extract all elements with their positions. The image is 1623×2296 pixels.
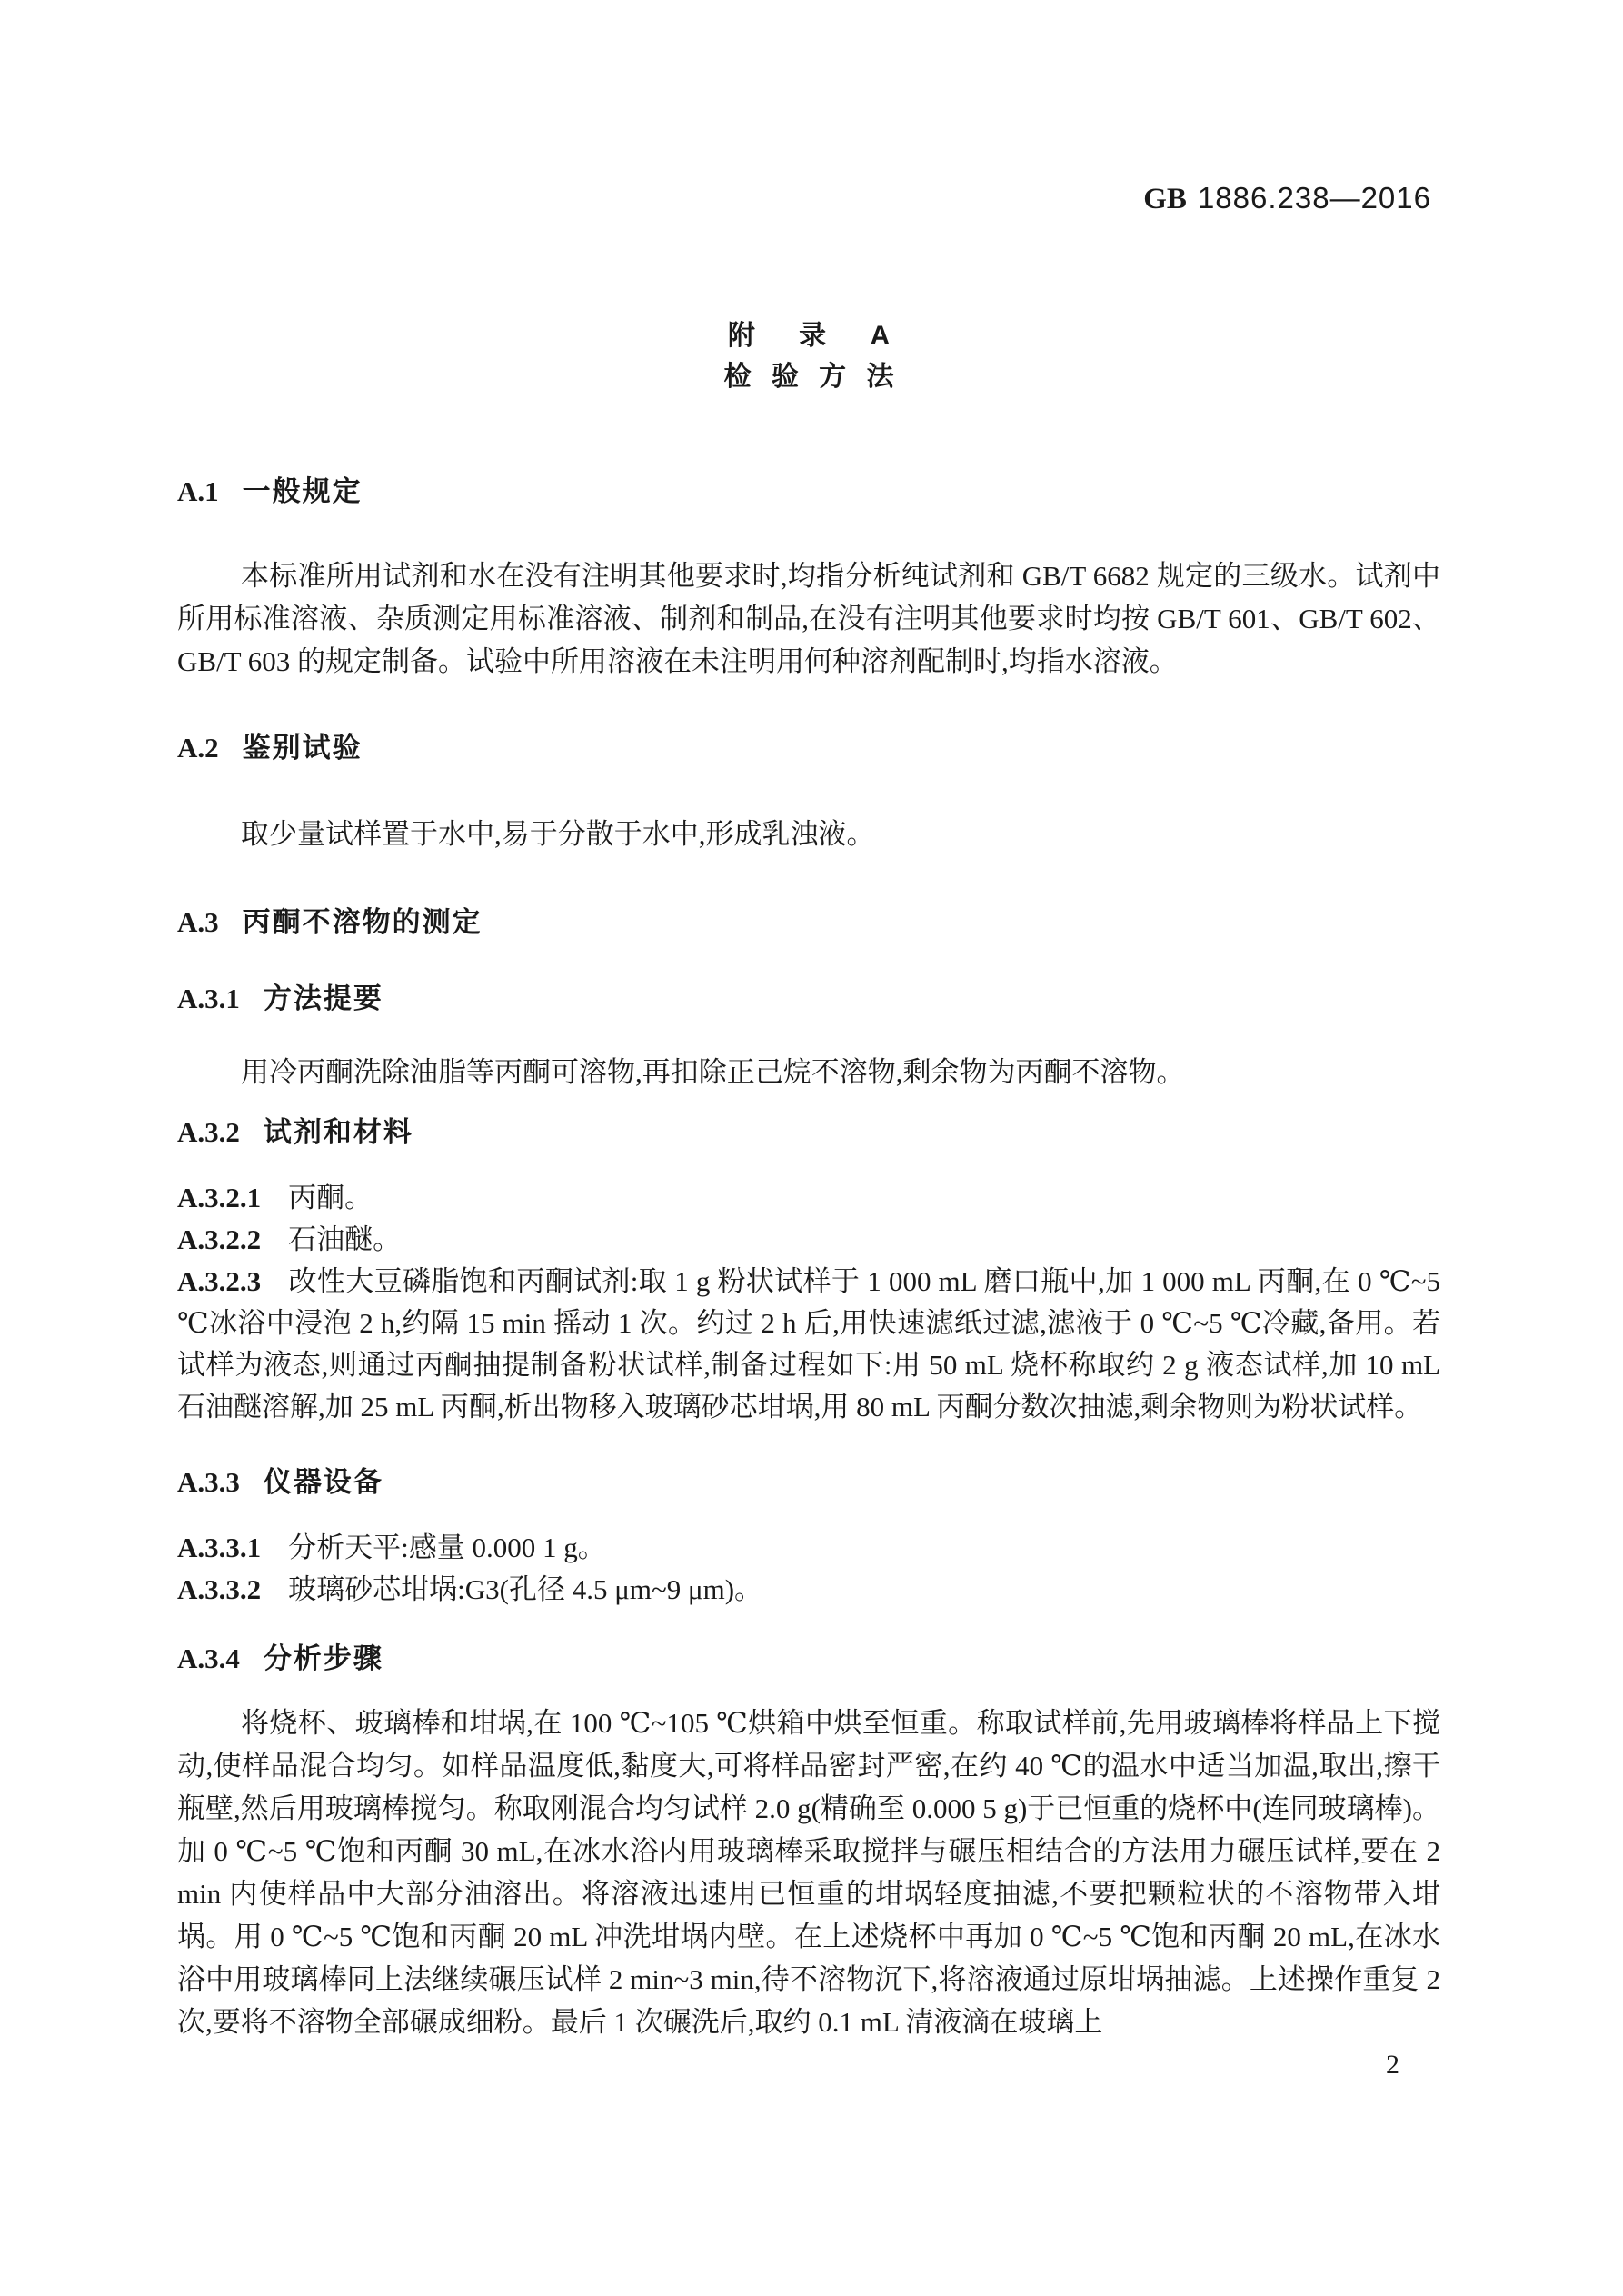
item-a331 <box>177 1527 1440 1569</box>
item-number: A.3.3.2 <box>177 1573 262 1605</box>
section-title: 方法提要 <box>263 983 383 1014</box>
section-number: A.2 <box>177 732 219 764</box>
section-number: A.3.4 <box>177 1642 240 1674</box>
appendix-subtitle: 检 验 方 法 <box>723 362 894 392</box>
paragraph-method-summary: 用冷丙酮洗除油脂等丙酮可溶物,再扣除正己烷不溶物,剩余物为丙酮不溶物。 <box>241 1056 1185 1088</box>
item-number: A.3.2.3 <box>177 1265 262 1297</box>
item-text: 丙酮。 <box>288 1182 373 1213</box>
standard-code-number: 1886.238—2016 <box>1197 181 1431 215</box>
item-a332 <box>177 1569 1440 1611</box>
item-a321 <box>177 1177 1440 1219</box>
section-title: 分析步骤 <box>263 1642 383 1674</box>
section-heading-a2 <box>177 726 1440 769</box>
page-number: 2 <box>1386 2050 1399 2080</box>
item-number: A.3.2.1 <box>177 1182 262 1213</box>
section-heading-a34 <box>177 1637 1440 1680</box>
section-number: A.3.2 <box>177 1116 240 1148</box>
item-text: 改性大豆磷脂饱和丙酮试剂:取 1 g 粉状试样于 1 000 mL 磨口瓶中,加 1 000 mL 丙酮,在 0 ℃~5 ℃冰浴中浸泡 2 h,约隔 15 min 摇动 1 次。约过 2 h 后,用快速滤纸过滤,滤液于 0 ℃~5 ℃冷藏,备用。若试样为液态,则通过丙酮抽提制备粉状试样,制备过程如下:用 50 mL 烧杯称取约 2 g 液态试样,加 10 mL 石油醚溶解,加 25 mL 丙酮,析出物移入玻璃砂芯坩埚,用 80 mL 丙酮分数次抽滤,剩余物则为粉状试样。 <box>177 1265 1440 1423</box>
paragraph-identification-test: 取少量试样置于水中,易于分散于水中,形成乳浊液。 <box>241 818 875 850</box>
standard-code-prefix: GB <box>1143 183 1187 215</box>
section-title: 鉴别试验 <box>242 732 363 764</box>
section-number: A.3.3 <box>177 1466 240 1498</box>
item-text: 玻璃砂芯坩埚:G3(孔径 4.5 μm~9 μm)。 <box>288 1573 763 1605</box>
item-a323 <box>177 1261 1440 1428</box>
item-number: A.3.3.1 <box>177 1532 262 1563</box>
section-title: 仪器设备 <box>263 1466 383 1498</box>
page-content <box>177 176 1440 2086</box>
section-title: 丙酮不溶物的测定 <box>242 906 483 938</box>
running-header <box>177 176 1440 221</box>
item-number: A.3.2.2 <box>177 1223 262 1255</box>
section-heading-a31 <box>177 977 1440 1020</box>
section-heading-a1 <box>177 470 1440 513</box>
item-text: 分析天平:感量 0.000 1 g。 <box>288 1532 606 1563</box>
section-heading-a32 <box>177 1111 1440 1153</box>
paragraph-general-rules: 本标准所用试剂和水在没有注明其他要求时,均指分析纯试剂和 GB/T 6682 规定的三级水。试剂中所用标准溶液、杂质测定用标准溶液、制剂和制品,在没有注明其他要求时均按 GB/T 601、GB/T 602、GB/T 603 的规定制备。试验中所用溶液在未注明用何种溶剂配制时,均指水溶液。 <box>177 560 1440 677</box>
section-title: 一般规定 <box>242 475 363 507</box>
section-number: A.3 <box>177 906 219 938</box>
section-number: A.1 <box>177 475 219 507</box>
section-heading-a33 <box>177 1461 1440 1503</box>
appendix-title: 附 录 A <box>727 321 891 351</box>
section-heading-a3 <box>177 901 1440 943</box>
section-number: A.3.1 <box>177 983 240 1014</box>
item-a322 <box>177 1219 1440 1261</box>
item-text: 石油醚。 <box>288 1223 402 1255</box>
section-title: 试剂和材料 <box>263 1116 413 1148</box>
paragraph-analysis-procedure: 将烧杯、玻璃棒和坩埚,在 100 ℃~105 ℃烘箱中烘至恒重。称取试样前,先用玻璃棒将样品上下搅动,使样品混合均匀。如样品温度低,黏度大,可将样品密封严密,在约 40 ℃的温水中适当加温,取出,擦干瓶壁,然后用玻璃棒搅匀。称取刚混合均匀试样 2.0 g(精确至 0.000 5 g)于已恒重的烧杯中(连同玻璃棒)。加 0 ℃~5 ℃饱和丙酮 30 mL,在冰水浴内用玻璃棒采取搅拌与碾压相结合的方法用力碾压试样,要在 2 min 内使样品中大部分油溶出。将溶液迅速用已恒重的坩埚轻度抽滤,不要把颗粒状的不溶物带入坩埚。用 0 ℃~5 ℃饱和丙酮 20 mL 冲洗坩埚内壁。在上述烧杯中再加 0 ℃~5 ℃饱和丙酮 20 mL,在冰水浴中用玻璃棒同上法继续碾压试样 2 min~3 min,待不溶物沉下,将溶液通过原坩埚抽滤。上述操作重复 2 次,要将不溶物全部碾成细粉。最后 1 次碾洗后,取约 0.1 mL 清液滴在玻璃上 <box>177 1707 1440 2038</box>
